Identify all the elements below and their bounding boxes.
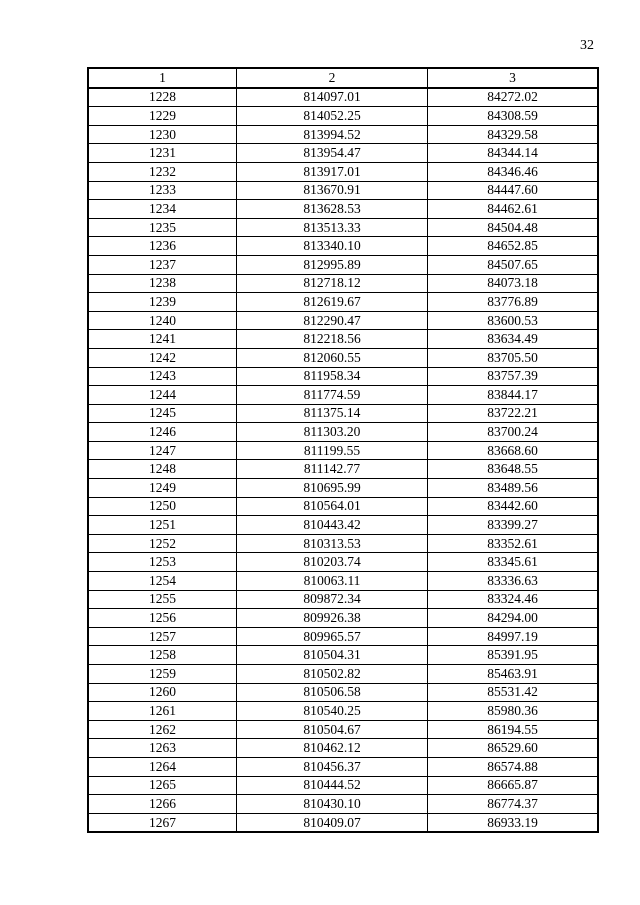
y-coordinate-cell: 86574.88: [428, 757, 598, 776]
y-coordinate-cell: 86665.87: [428, 776, 598, 795]
x-coordinate-cell: 813954.47: [237, 144, 428, 163]
y-coordinate-cell: 83844.17: [428, 386, 598, 405]
x-coordinate-cell: 813628.53: [237, 200, 428, 219]
column-header-1: 1: [89, 69, 237, 88]
x-coordinate-cell: 810504.67: [237, 720, 428, 739]
y-coordinate-cell: 83757.39: [428, 367, 598, 386]
x-coordinate-cell: 813513.33: [237, 218, 428, 237]
x-coordinate-cell: 813917.01: [237, 162, 428, 181]
table-row: [89, 88, 598, 107]
x-coordinate-cell: 810313.53: [237, 534, 428, 553]
y-coordinate-cell: 84504.48: [428, 218, 598, 237]
x-coordinate-cell: 812060.55: [237, 348, 428, 367]
point-number-cell: 1257: [89, 627, 237, 646]
y-coordinate-cell: 86529.60: [428, 739, 598, 758]
y-coordinate-cell: 83648.55: [428, 460, 598, 479]
table-row: [89, 293, 598, 312]
y-coordinate-cell: 85391.95: [428, 646, 598, 665]
y-coordinate-cell: 84447.60: [428, 181, 598, 200]
table-body: [89, 88, 598, 832]
column-header-3: 3: [428, 69, 598, 88]
table-row: [89, 255, 598, 274]
x-coordinate-cell: 810540.25: [237, 702, 428, 721]
x-coordinate-cell: 811199.55: [237, 441, 428, 460]
point-number-cell: 1235: [89, 218, 237, 237]
y-coordinate-cell: 84462.61: [428, 200, 598, 219]
x-coordinate-cell: 810444.52: [237, 776, 428, 795]
table-row: [89, 311, 598, 330]
y-coordinate-cell: 83324.46: [428, 590, 598, 609]
y-coordinate-cell: 83345.61: [428, 553, 598, 572]
point-number-cell: 1266: [89, 795, 237, 814]
x-coordinate-cell: 812718.12: [237, 274, 428, 293]
point-number-cell: 1232: [89, 162, 237, 181]
y-coordinate-cell: 84073.18: [428, 274, 598, 293]
point-number-cell: 1263: [89, 739, 237, 758]
table-row: [89, 757, 598, 776]
y-coordinate-cell: 83700.24: [428, 423, 598, 442]
point-number-cell: 1248: [89, 460, 237, 479]
x-coordinate-cell: 812218.56: [237, 330, 428, 349]
x-coordinate-cell: 810456.37: [237, 757, 428, 776]
x-coordinate-cell: 810462.12: [237, 739, 428, 758]
x-coordinate-cell: 810430.10: [237, 795, 428, 814]
y-coordinate-cell: 83722.21: [428, 404, 598, 423]
y-coordinate-cell: 85463.91: [428, 665, 598, 684]
x-coordinate-cell: 810409.07: [237, 813, 428, 832]
x-coordinate-cell: 811958.34: [237, 367, 428, 386]
x-coordinate-cell: 810203.74: [237, 553, 428, 572]
x-coordinate-cell: 809872.34: [237, 590, 428, 609]
x-coordinate-cell: 810063.11: [237, 572, 428, 591]
point-number-cell: 1247: [89, 441, 237, 460]
table-row: [89, 572, 598, 591]
table-row: [89, 330, 598, 349]
table-row: [89, 107, 598, 126]
x-coordinate-cell: 813670.91: [237, 181, 428, 200]
x-coordinate-cell: 811142.77: [237, 460, 428, 479]
table-header: [89, 69, 598, 88]
y-coordinate-cell: 86194.55: [428, 720, 598, 739]
y-coordinate-cell: 84344.14: [428, 144, 598, 163]
y-coordinate-cell: 83668.60: [428, 441, 598, 460]
x-coordinate-cell: 811303.20: [237, 423, 428, 442]
x-coordinate-cell: 809965.57: [237, 627, 428, 646]
x-coordinate-cell: 810506.58: [237, 683, 428, 702]
table-row: [89, 627, 598, 646]
table-row: [89, 776, 598, 795]
y-coordinate-cell: 85980.36: [428, 702, 598, 721]
table-row: [89, 813, 598, 832]
header-row: [89, 69, 598, 88]
y-coordinate-cell: 83399.27: [428, 516, 598, 535]
table-row: [89, 739, 598, 758]
y-coordinate-cell: 83600.53: [428, 311, 598, 330]
point-number-cell: 1240: [89, 311, 237, 330]
table-row: [89, 665, 598, 684]
point-number-cell: 1239: [89, 293, 237, 312]
table-row: [89, 200, 598, 219]
point-number-cell: 1265: [89, 776, 237, 795]
table-row: [89, 479, 598, 498]
y-coordinate-cell: 84507.65: [428, 255, 598, 274]
point-number-cell: 1236: [89, 237, 237, 256]
x-coordinate-cell: 811375.14: [237, 404, 428, 423]
x-coordinate-cell: 810695.99: [237, 479, 428, 498]
x-coordinate-cell: 811774.59: [237, 386, 428, 405]
y-coordinate-cell: 84346.46: [428, 162, 598, 181]
x-coordinate-cell: 813340.10: [237, 237, 428, 256]
y-coordinate-cell: 83705.50: [428, 348, 598, 367]
column-header-2: 2: [237, 69, 428, 88]
point-number-cell: 1261: [89, 702, 237, 721]
y-coordinate-cell: 83776.89: [428, 293, 598, 312]
point-number-cell: 1246: [89, 423, 237, 442]
table-row: [89, 348, 598, 367]
y-coordinate-cell: 86774.37: [428, 795, 598, 814]
point-number-cell: 1243: [89, 367, 237, 386]
point-number-cell: 1253: [89, 553, 237, 572]
point-number-cell: 1267: [89, 813, 237, 832]
table-row: [89, 795, 598, 814]
table-row: [89, 162, 598, 181]
x-coordinate-cell: 814052.25: [237, 107, 428, 126]
point-number-cell: 1234: [89, 200, 237, 219]
x-coordinate-cell: 810564.01: [237, 497, 428, 516]
point-number-cell: 1233: [89, 181, 237, 200]
y-coordinate-cell: 84329.58: [428, 125, 598, 144]
table-row: [89, 646, 598, 665]
point-number-cell: 1260: [89, 683, 237, 702]
y-coordinate-cell: 83634.49: [428, 330, 598, 349]
x-coordinate-cell: 813994.52: [237, 125, 428, 144]
x-coordinate-cell: 812290.47: [237, 311, 428, 330]
table-row: [89, 237, 598, 256]
y-coordinate-cell: 83352.61: [428, 534, 598, 553]
y-coordinate-cell: 84997.19: [428, 627, 598, 646]
table-row: [89, 720, 598, 739]
point-number-cell: 1237: [89, 255, 237, 274]
point-number-cell: 1262: [89, 720, 237, 739]
table-row: [89, 534, 598, 553]
point-number-cell: 1228: [89, 88, 237, 107]
x-coordinate-cell: 809926.38: [237, 609, 428, 628]
point-number-cell: 1238: [89, 274, 237, 293]
point-number-cell: 1252: [89, 534, 237, 553]
table-row: [89, 441, 598, 460]
y-coordinate-cell: 84308.59: [428, 107, 598, 126]
table-row: [89, 274, 598, 293]
y-coordinate-cell: 83489.56: [428, 479, 598, 498]
point-number-cell: 1259: [89, 665, 237, 684]
x-coordinate-cell: 814097.01: [237, 88, 428, 107]
point-number-cell: 1264: [89, 757, 237, 776]
coordinates-table: [88, 68, 598, 832]
y-coordinate-cell: 84272.02: [428, 88, 598, 107]
point-number-cell: 1256: [89, 609, 237, 628]
table-row: [89, 590, 598, 609]
point-number-cell: 1254: [89, 572, 237, 591]
point-number-cell: 1242: [89, 348, 237, 367]
point-number-cell: 1251: [89, 516, 237, 535]
table-row: [89, 386, 598, 405]
y-coordinate-cell: 86933.19: [428, 813, 598, 832]
table-row: [89, 497, 598, 516]
table-row: [89, 553, 598, 572]
point-number-cell: 1258: [89, 646, 237, 665]
table-row: [89, 460, 598, 479]
table-row: [89, 367, 598, 386]
x-coordinate-cell: 810443.42: [237, 516, 428, 535]
point-number-cell: 1229: [89, 107, 237, 126]
x-coordinate-cell: 812995.89: [237, 255, 428, 274]
table-row: [89, 144, 598, 163]
table-row: [89, 423, 598, 442]
page-number: 32: [580, 38, 594, 53]
point-number-cell: 1230: [89, 125, 237, 144]
table-row: [89, 702, 598, 721]
x-coordinate-cell: 812619.67: [237, 293, 428, 312]
x-coordinate-cell: 810504.31: [237, 646, 428, 665]
point-number-cell: 1255: [89, 590, 237, 609]
table-row: [89, 181, 598, 200]
point-number-cell: 1244: [89, 386, 237, 405]
table-row: [89, 404, 598, 423]
x-coordinate-cell: 810502.82: [237, 665, 428, 684]
table-row: [89, 125, 598, 144]
point-number-cell: 1250: [89, 497, 237, 516]
y-coordinate-cell: 83336.63: [428, 572, 598, 591]
table-row: [89, 683, 598, 702]
point-number-cell: 1231: [89, 144, 237, 163]
table-row: [89, 609, 598, 628]
y-coordinate-cell: 83442.60: [428, 497, 598, 516]
y-coordinate-cell: 84652.85: [428, 237, 598, 256]
y-coordinate-cell: 85531.42: [428, 683, 598, 702]
point-number-cell: 1241: [89, 330, 237, 349]
table-row: [89, 516, 598, 535]
table-row: [89, 218, 598, 237]
point-number-cell: 1249: [89, 479, 237, 498]
y-coordinate-cell: 84294.00: [428, 609, 598, 628]
point-number-cell: 1245: [89, 404, 237, 423]
